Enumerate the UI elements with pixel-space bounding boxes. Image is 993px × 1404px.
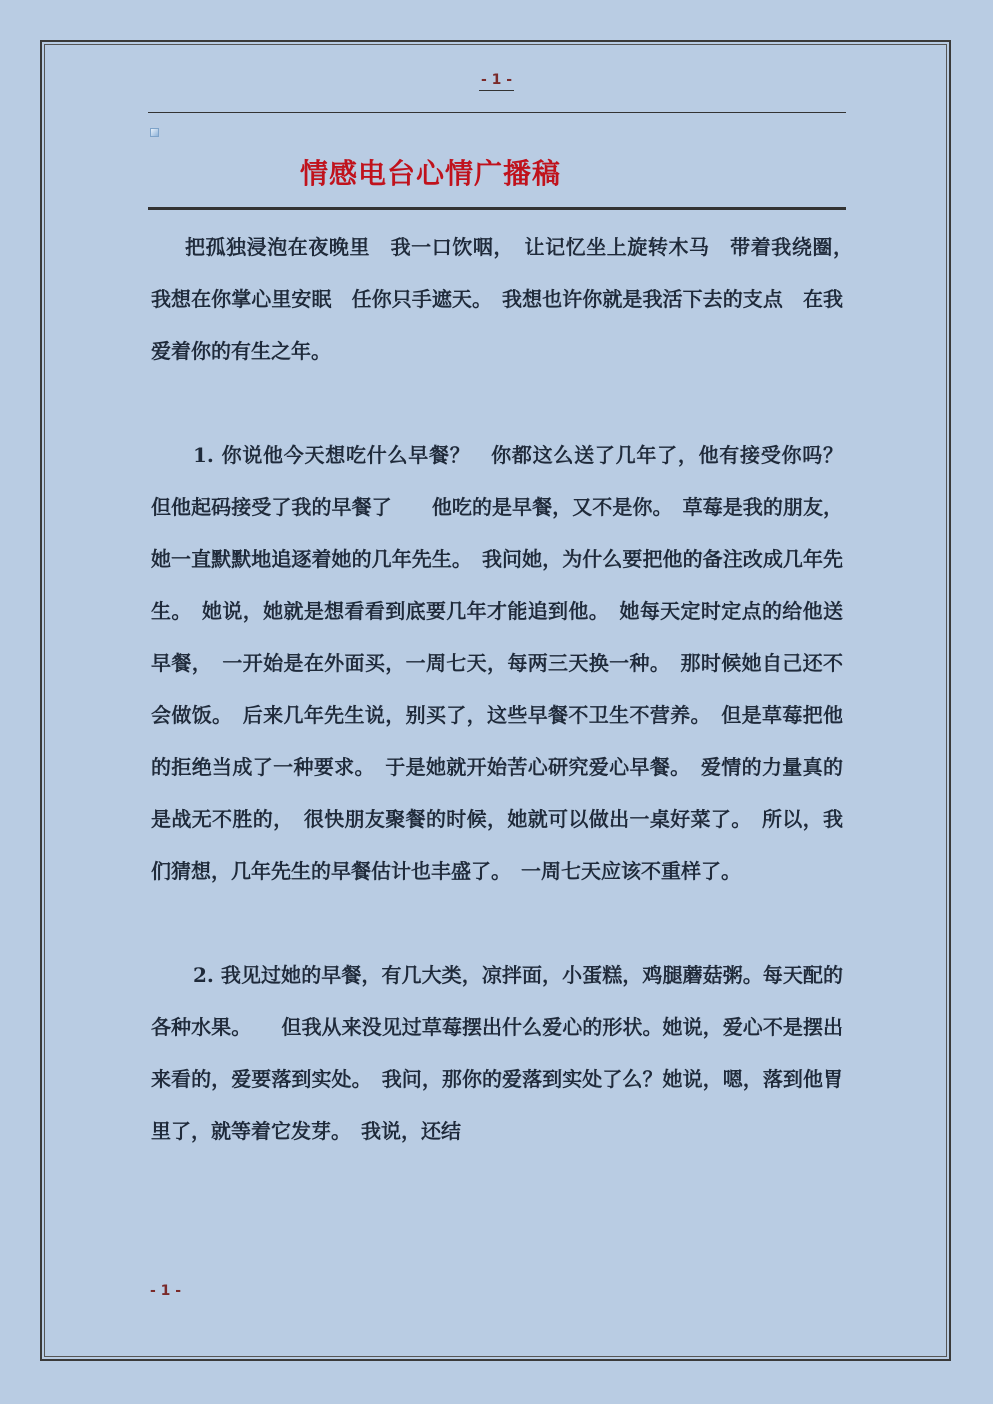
- footer-page-number: - 1 -: [150, 1283, 182, 1299]
- title-rule: [148, 207, 846, 210]
- paragraph-gap: [151, 377, 843, 429]
- document-body: [151, 221, 883, 1157]
- paragraph-intro: 把孤独浸泡在夜晚里 我一口饮咽， 让记忆坐上旋转木马 带着我绕圈， 我想在你掌心里安眠 任你只手遮天。 我想也许你就是我活下去的支点 在我爱着你的有生之年。: [151, 235, 863, 363]
- paragraph-2: 2. 我见过她的早餐，有几大类，凉拌面，小蛋糕，鸡腿蘑菇粥。每天配的各种水果。 但我从来没见过草莓摆出什么爱心的形状。她说，爱心不是摆出来看的，爱要落到实处。 我问，那你的爱落到实处了么？她说，嗯，落到他胃里了，就等着它发芽。 我说，还结: [151, 963, 843, 1143]
- paragraph-gap: [151, 897, 843, 949]
- header-page-number: [0, 72, 993, 91]
- image-placeholder-icon: [150, 128, 159, 137]
- header-rule: [148, 112, 846, 113]
- paragraph-1: 1. 你说他今天想吃什么早餐？ 你都这么送了几年了，他有接受你吗？ 但他起码接受了我的早餐了 他吃的是早餐，又不是你。 草莓是我的朋友，她一直默默地追逐着她的几年先生。 我问她，为什么要把他的备注改成几年先生。 她说，她就是想看看到底要几年才能追到他。 她每天定时定点的给他送早餐， 一开始是在外面买，一周七天，每两三天换一种。 那时候她自己还不会做饭。 后来几年先生说，别买了，这些早餐不卫生不营养。 但是草莓把他的拒绝当成了一种要求。 于是她就开始苦心研究爱心早餐。 爱情的力量真的是战无不胜的， 很快朋友聚餐的时候，她就可以做出一桌好菜了。 所以，我们猜想，几年先生的早餐估计也丰盛了。 一周七天应该不重样了。: [151, 443, 883, 883]
- document-title: 情感电台心情广播稿: [300, 157, 562, 190]
- header-page-number-text: - 1 -: [479, 72, 514, 91]
